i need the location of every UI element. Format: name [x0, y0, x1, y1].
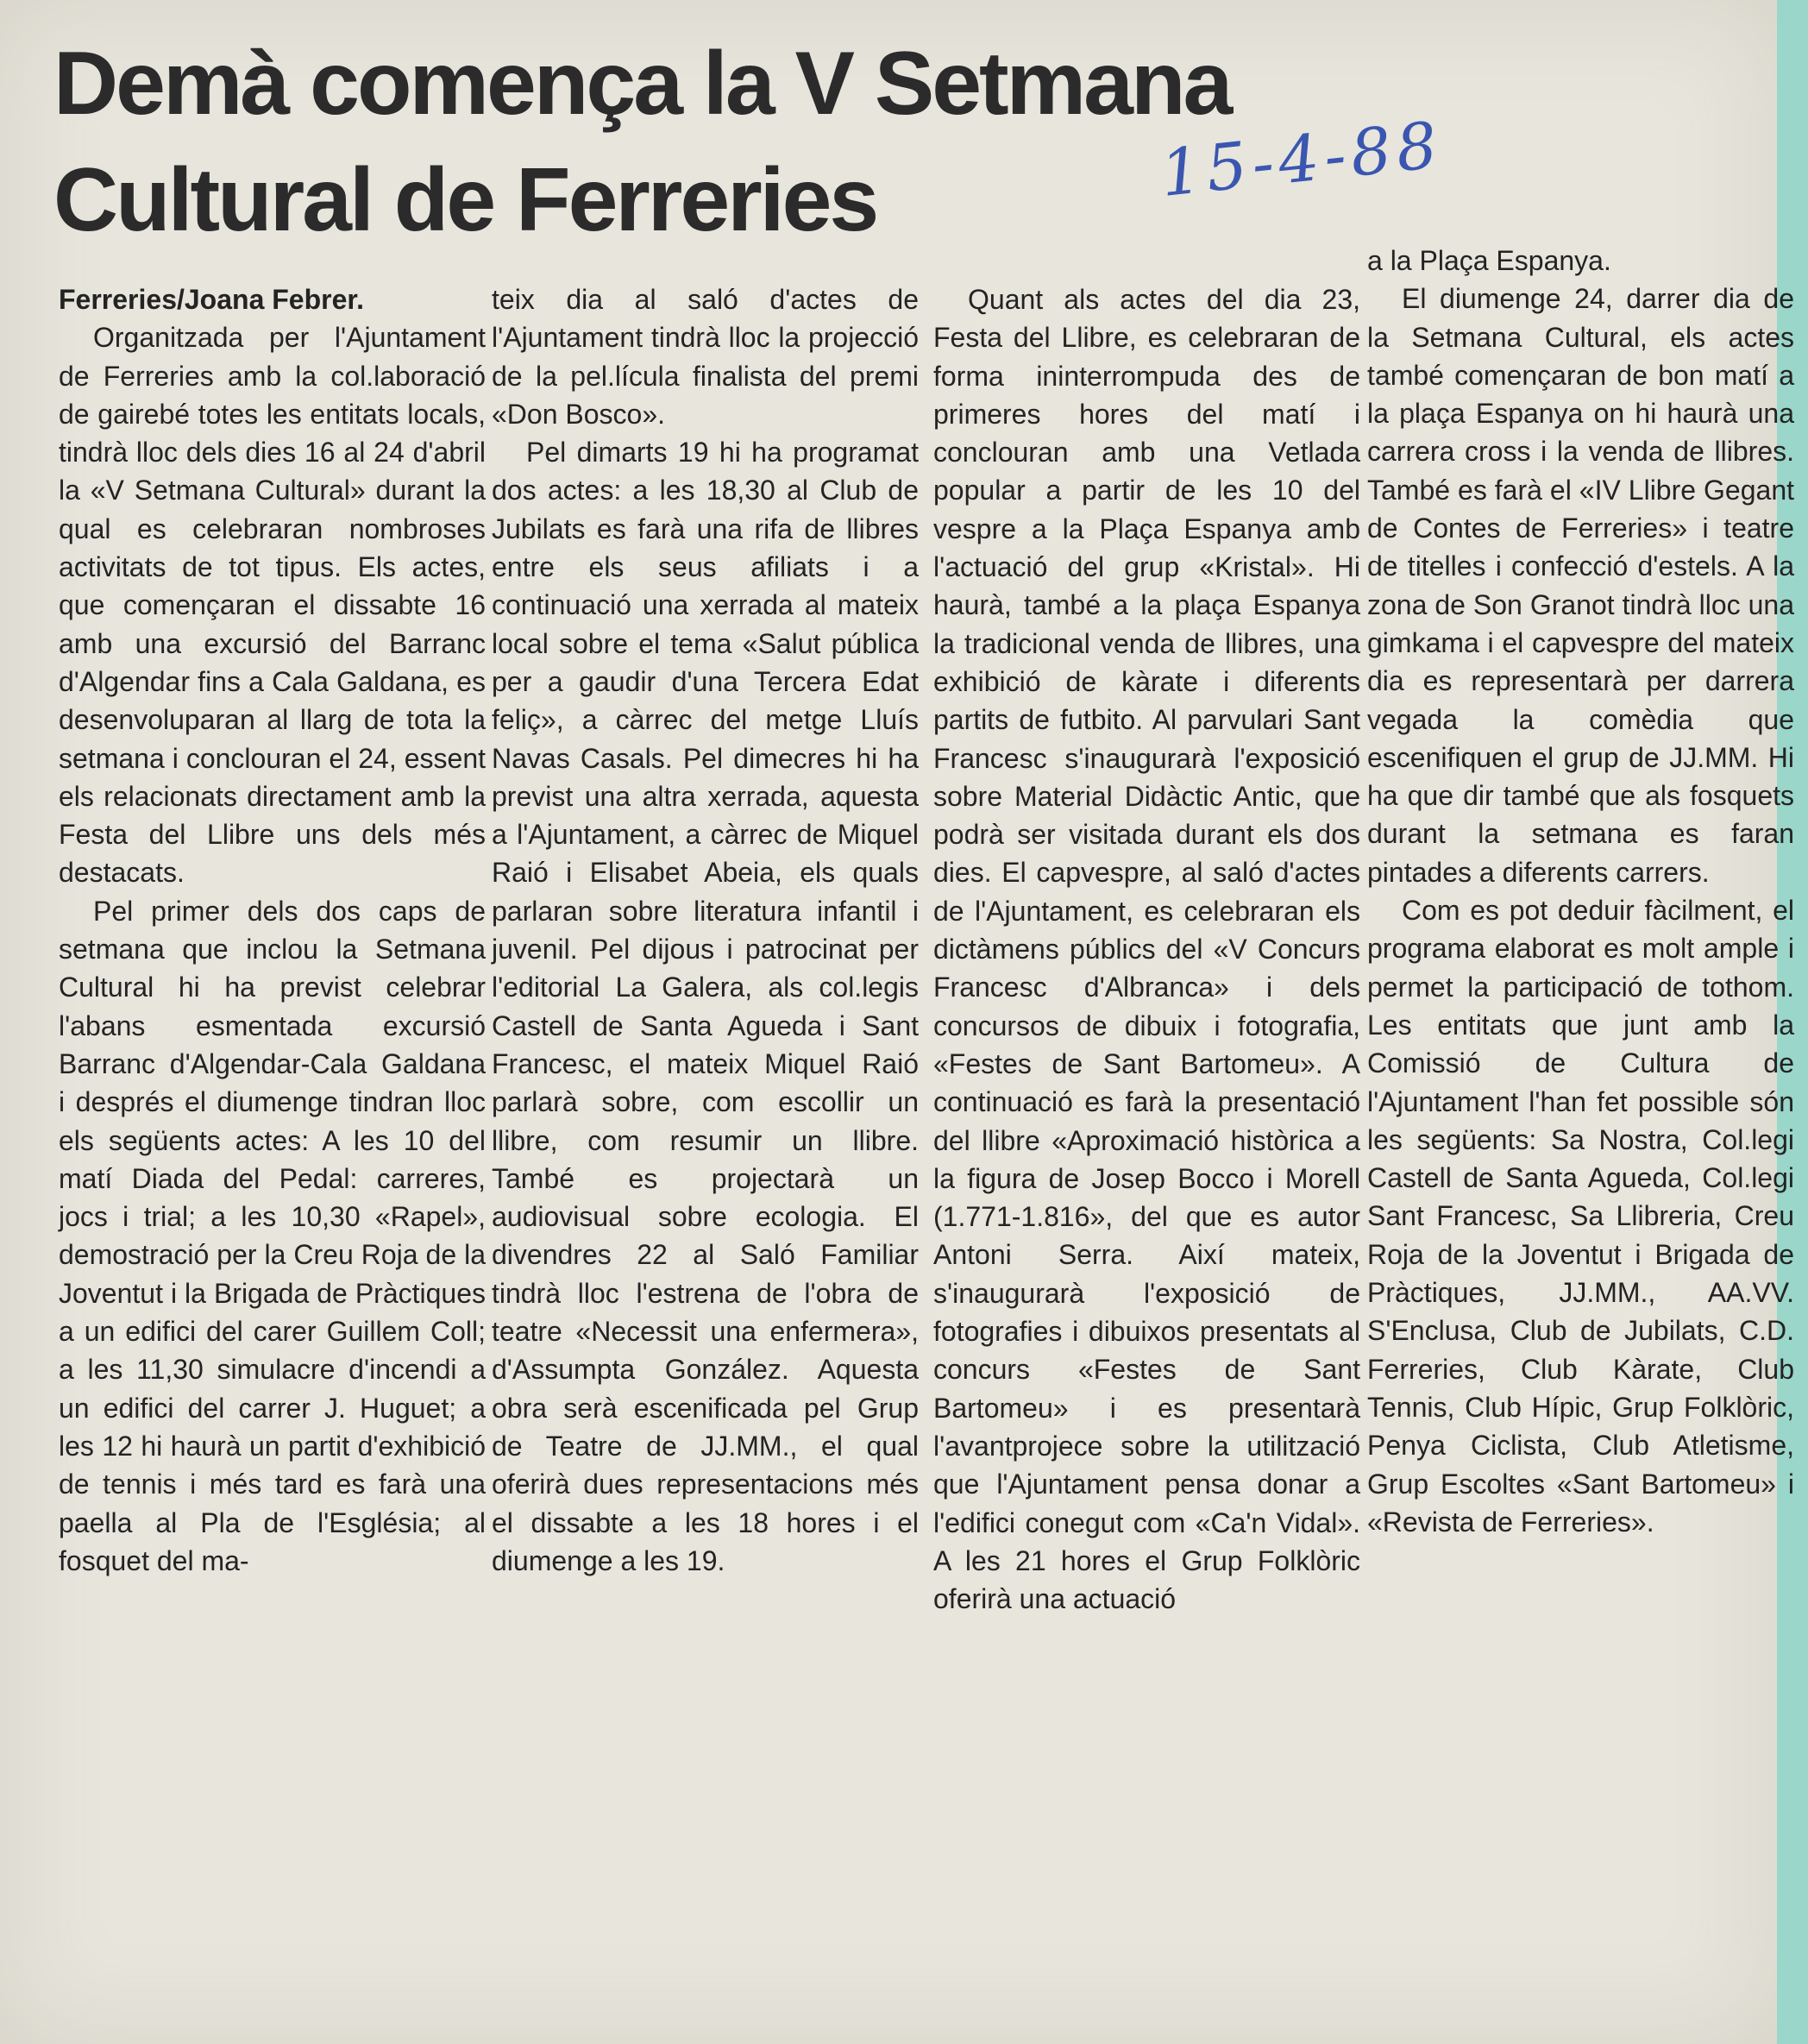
headline-line-2: Cultural de Ferreries — [53, 150, 877, 250]
paragraph: Pel primer dels dos caps de setmana que inclou la Setmana Cultural hi ha previst celebrar l'abans esmentada excursió Barranc d'Algendar-Cala Galdana i després el diumenge tindran lloc els següents actes: A les 10 del matí Diada del Pedal: carreres, jocs i trial; a les 10,30 «Rapel», demostració per la Creu Roja de la Joventut i la Brigada de Pràctiques a un edifici del carer Guillem Coll; a les 11,30 simulacre d'incendi a un edifici del carrer J. Huguet; a les 12 hi haurà un partit d'exhibició de tennis i més tard es farà una paella al Pla de l'Església; al fosquet del ma- — [59, 895, 486, 1576]
article-column-2 — [492, 280, 919, 1580]
article-column-3 — [933, 280, 1360, 1618]
headline-line-1: Demà comença la V Setmana — [53, 34, 1231, 134]
paragraph: Pel dimarts 19 hi ha programat dos actes: a les 18,30 al Club de Jubilats es farà una rifa de llibres entre els seus afiliats i a continuació una xerrada al mateix local sobre el tema «Salut pública per a gaudir d'una Tercera Edat feliç», a càrrec del metge Lluís Navas Casals. Pel dimecres hi ha previst una altra xerrada, aquesta a l'Ajuntament, a càrrec de Miquel Raió i Elisabet Abeia, els quals parlaran sobre literatura infantil i juvenil. Pel dijous i patrocinat per l'editorial La Galera, als col.legis Castell de Santa Agueda i Sant Francesc, el mateix Miquel Raió parlarà sobre, com escollir un llibre, com resumir un llibre. També es projectarà un audiovisual sobre ecologia. El divendres 22 al Saló Familiar tindrà lloc l'estrena de l'obra de teatre «Necessit una enfermera», d'Assumpta González. Aquesta obra serà escenificada pel Grup de Teatre de JJ.MM., el qual oferirà dues representacions més el dissabte a les 18 hores i el diumenge a les 19. — [492, 437, 919, 1576]
article-column-4 — [1367, 242, 1794, 1541]
byline: Ferreries/Joana Febrer. — [59, 284, 364, 315]
paragraph: teix dia al saló d'actes de l'Ajuntament tindrà lloc la projecció de la pel.lícula finalista del premi «Don Bosco». — [492, 284, 919, 430]
paragraph: Quant als actes del dia 23, Festa del Llibre, es celebraran de forma ininterrompuda des de primeres hores del matí i conclouran amb una Vetlada popular a partir de les 10 del vespre a la Plaça Espanya amb l'actuació del grup «Kristal». Hi haurà, també a la plaça Espanya la tradicional venda de llibres, una exhibició de kàrate i diferents partits de futbito. Al parvulari Sant Francesc s'inaugurarà l'exposició sobre Material Didàctic Antic, que podrà ser visitada durant els dos dies. El capvespre, al saló d'actes de l'Ajuntament, es celebraran els dictàmens públics del «V Concurs Francesc d'Albranca» i dels concursos de dibuix i fotografia, «Festes de Sant Bartomeu». A continuació es farà la presentació del llibre «Aproximació històrica a la figura de Josep Bocco i Morell (1.771-1.816», del que es autor Antoni Serra. Així mateix, s'inaugurarà l'exposició de fotografies i dibuixos presentats al concurs «Festes de Sant Bartomeu» i es presentarà l'avantprojece sobre la utilització que l'Ajuntament pensa donar a l'edifici conegut com «Ca'n Vidal». A les 21 hores el Grup Folklòric oferirà una actuació — [933, 284, 1360, 1615]
paragraph: a la Plaça Espanya. — [1367, 245, 1611, 276]
paragraph: El diumenge 24, darrer dia de la Setmana Cultural, els actes també començaran de bon matí a la plaça Espanya on hi haurà una carrera cross i la venda de llibres. També es farà el «IV Llibre Gegant de Contes de Ferreries» i teatre de titelles i confecció d'estels. A la zona de Son Granot tindrà lloc una gimkama i el capvespre del mateix dia es representarà per darrera vegada la comèdia que escenifiquen el grup de JJ.MM. Hi ha que dir també que als fosquets durant la setmana es faran pintades a diferents carrers. — [1367, 283, 1794, 888]
handwritten-date: 15-4-88 — [1157, 108, 1447, 211]
article-column-1 — [59, 280, 486, 1580]
paragraph: Organitzada per l'Ajuntament de Ferreries amb la col.laboració de gairebé totes les entitats locals, tindrà lloc dels dies 16 al 24 d'abril la «V Setmana Cultural» durant la qual es celebraran nombroses activitats de tot tipus. Els actes, que començaran el dissabte 16 amb una excursió del Barranc d'Algendar fins a Cala Galdana, es desenvoluparan al llarg de tota la setmana i conclouran el 24, essent els relacionats directament amb la Festa del Llibre uns dels més destacats. — [59, 322, 486, 889]
paragraph: Com es pot deduir fàcilment, el programa elaborat es molt ample i permet la participació de tothom. Les entitats que junt amb la Comissió de Cultura de l'Ajuntament l'han fet possible són les següents: Sa Nostra, Col.legi Castell de Santa Agueda, Col.legi Sant Francesc, Sa Llibreria, Creu Roja de la Joventut i Brigada de Pràctiques, JJ.MM., AA.VV. S'Enclusa, Club de Jubilats, C.D. Ferreries, Club Kàrate, Club Tennis, Club Hípic, Grup Folklòric, Penya Ciclista, Club Atletisme, Grup Escoltes «Sant Bartomeu» i «Revista de Ferreries». — [1367, 895, 1794, 1538]
